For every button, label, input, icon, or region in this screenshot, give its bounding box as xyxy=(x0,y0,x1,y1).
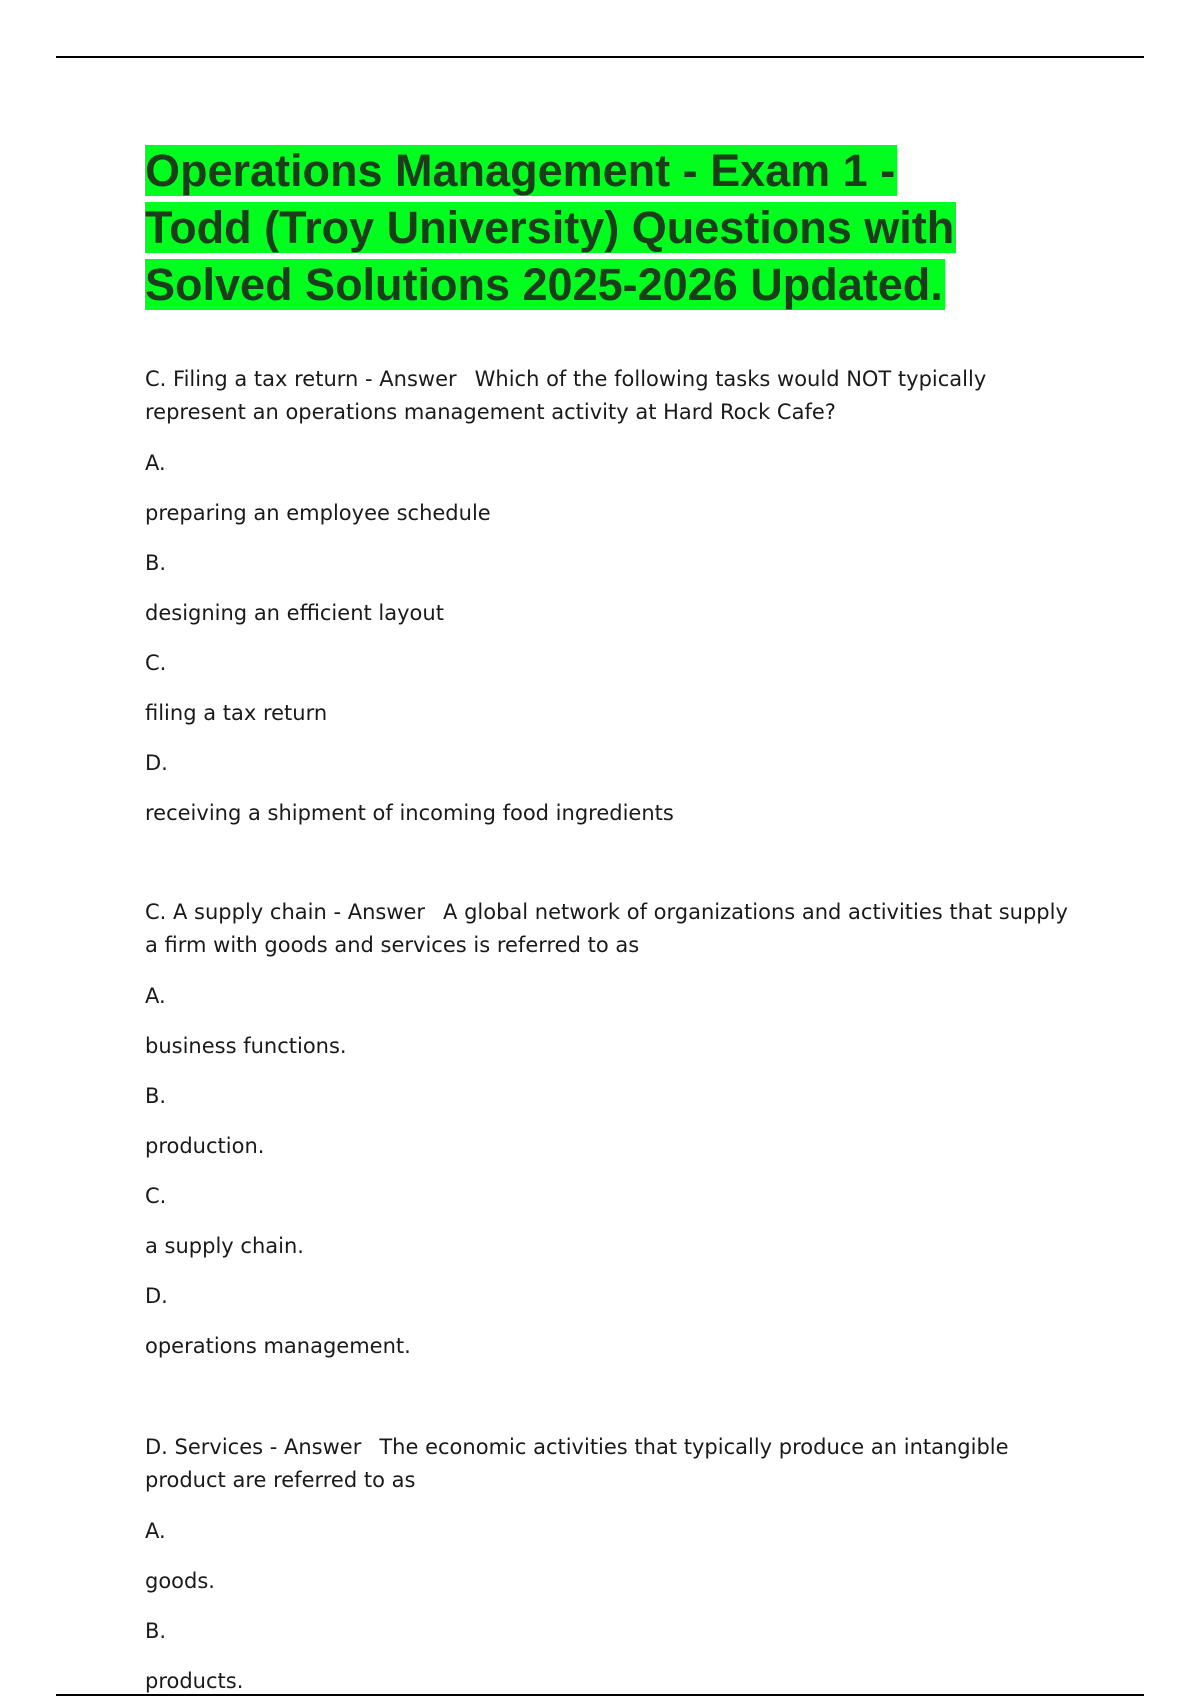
question-block-3 xyxy=(145,1431,1085,1694)
option-letter: A. xyxy=(145,1519,166,1543)
option-text: filing a tax return xyxy=(145,701,328,725)
title-line-3: Solved Solutions 2025-2026 Updated. xyxy=(145,259,943,310)
question-text: A global network of organizations and activities that supply a firm with goods and services is referred to as xyxy=(145,900,1068,957)
option-letter: C. xyxy=(145,651,167,675)
document-title xyxy=(145,142,1085,313)
answer-label: C. Filing a tax return - Answer xyxy=(145,367,457,391)
option-letter: B. xyxy=(145,551,167,575)
document-body xyxy=(145,142,1085,313)
option-text: designing an efficient layout xyxy=(145,601,444,625)
answer-label: D. Services - Answer xyxy=(145,1435,362,1459)
option-letter: B. xyxy=(145,1619,167,1643)
option-text: production. xyxy=(145,1134,265,1158)
question-text: The economic activities that typically produce an intangible product are referred to as xyxy=(145,1435,1009,1492)
option-letter: B. xyxy=(145,1084,167,1108)
question-prompt xyxy=(145,363,1085,429)
question-block-1 xyxy=(145,363,1085,826)
option-letter: A. xyxy=(145,451,166,475)
answer-label: C. A supply chain - Answer xyxy=(145,900,426,924)
question-block-2 xyxy=(145,896,1085,1359)
option-text: a supply chain. xyxy=(145,1234,304,1258)
option-letter: D. xyxy=(145,751,168,775)
question-prompt xyxy=(145,1431,1085,1497)
title-line-1: Operations Management - Exam 1 - xyxy=(145,145,896,196)
question-text: Which of the following tasks would NOT typically represent an operations management activity at Hard Rock Cafe? xyxy=(145,367,987,424)
top-divider xyxy=(56,56,1144,58)
option-text: operations management. xyxy=(145,1334,411,1358)
option-text: business functions. xyxy=(145,1034,347,1058)
option-letter: D. xyxy=(145,1284,168,1308)
option-letter: A. xyxy=(145,984,166,1008)
option-text: receiving a shipment of incoming food ingredients xyxy=(145,801,674,825)
option-text: products. xyxy=(145,1669,244,1693)
question-prompt xyxy=(145,896,1085,962)
bottom-divider xyxy=(56,1694,1144,1696)
option-text: preparing an employee schedule xyxy=(145,501,491,525)
option-letter: C. xyxy=(145,1184,167,1208)
option-text: goods. xyxy=(145,1569,215,1593)
title-line-2: Todd (Troy University) Questions with xyxy=(145,202,955,253)
